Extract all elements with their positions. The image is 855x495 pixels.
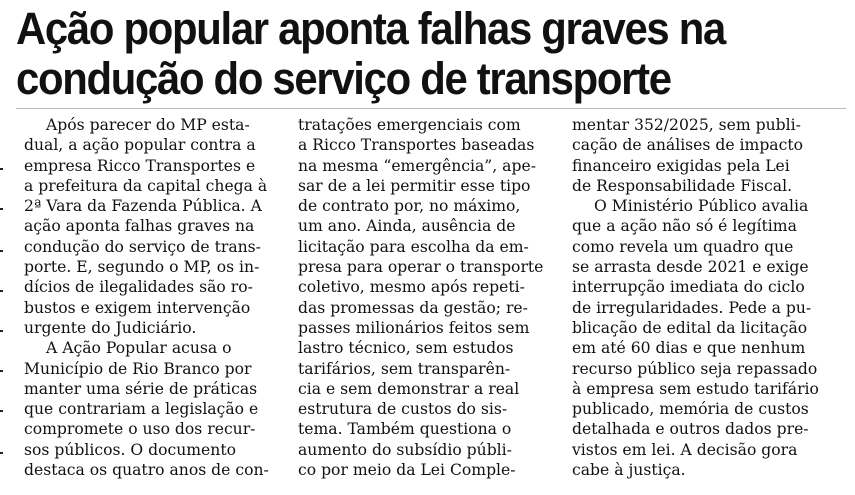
text-line: blicação de edital da licitação — [572, 318, 808, 337]
text-line: de Responsabilidade Fiscal. — [572, 176, 793, 195]
headline-line-1: Ação popular aponta falhas graves na — [16, 3, 725, 54]
text-line: financeiro exigidas pela Lei — [572, 156, 790, 175]
text-line: em até 60 dias e que nenhum — [572, 339, 806, 358]
margin-mark — [0, 250, 3, 252]
text-line: das promessas da gestão; re- — [298, 298, 528, 317]
text-line: co por meio da Lei Comple- — [298, 461, 516, 480]
text-line: destaca os quatro anos de con- — [24, 461, 269, 480]
text-line: aumento do subsídio públi- — [298, 440, 512, 459]
text-line: se arrasta desde 2021 e exige — [572, 258, 809, 277]
text-line: condução do serviço de trans- — [24, 237, 261, 256]
text-line: sos públicos. O documento — [24, 440, 236, 459]
margin-mark — [0, 370, 3, 372]
text-line: manter uma série de práticas — [24, 379, 258, 398]
margin-mark — [0, 168, 3, 170]
text-line: vistos em lei. A decisão gora — [572, 440, 798, 459]
text-line: publicado, memória de custos — [572, 400, 809, 419]
text-line: recurso público seja repassado — [572, 359, 818, 378]
headline-line-2: condução do serviço de transporte — [16, 53, 671, 104]
text-line: cabe à justiça. — [572, 461, 686, 480]
text-line: estrutura de custos do sis- — [298, 400, 508, 419]
text-line: dual, a ação popular contra a — [24, 136, 256, 155]
article-column-1 — [24, 115, 276, 480]
headline-divider — [16, 108, 846, 109]
margin-mark — [0, 410, 3, 412]
text-line: interrupção imediata do ciclo — [572, 278, 805, 297]
text-line: Município de Rio Branco por — [24, 359, 252, 378]
text-line: que contrariam a legislação e — [24, 400, 259, 419]
text-line: como revela um quadro que — [572, 237, 794, 256]
text-line: ação aponta falhas graves na — [24, 217, 255, 236]
margin-mark — [0, 208, 3, 210]
text-line: detalhada e outros dados pre- — [572, 420, 809, 439]
text-line: de contrato por, no máximo, — [298, 197, 521, 216]
text-line: presa para operar o transporte — [298, 258, 544, 277]
text-line: licitação para escolha da em- — [298, 237, 529, 256]
text-line: cação de análises de impacto — [572, 136, 803, 155]
text-line: a Ricco Transportes baseadas — [298, 136, 535, 155]
text-line: compromete o uso dos recur- — [24, 420, 256, 439]
text-line: cia e sem demonstrar a real — [298, 379, 520, 398]
text-line: um ano. Ainda, ausência de — [298, 217, 516, 236]
text-line: 2ª Vara da Fazenda Pública. A — [24, 197, 262, 216]
text-line: tratações emergenciais com — [298, 116, 521, 134]
text-line: passes milionários feitos sem — [298, 318, 530, 337]
text-line: coletivo, mesmo após repeti- — [298, 278, 525, 297]
text-line: urgente do Judiciário. — [24, 318, 197, 337]
text-line: que a ação não só é legítima — [572, 217, 797, 236]
text-line: dícios de ilegalidades são ro- — [24, 278, 253, 297]
text-line: tema. Também questiona o — [298, 420, 512, 439]
article-column-3 — [572, 115, 834, 480]
text-line: de irregularidades. Pede a pu- — [572, 298, 812, 317]
text-line: porte. E, segundo o MP, os in- — [24, 258, 260, 277]
headline — [16, 4, 788, 104]
text-line: bustos e exigem intervenção — [24, 298, 251, 317]
text-line: sar de a lei permitir esse tipo — [298, 176, 531, 195]
text-line: lastro técnico, sem estudos — [298, 339, 514, 358]
text-line: empresa Ricco Transportes e — [24, 156, 256, 175]
text-line: Após parecer do MP esta- — [46, 116, 250, 134]
text-line: tarifários, sem transparên- — [298, 359, 511, 378]
text-line: à empresa sem estudo tarifário — [572, 379, 819, 398]
margin-mark — [0, 290, 3, 292]
text-line: a prefeitura da capital chega à — [24, 176, 268, 195]
article-column-2 — [298, 115, 550, 480]
text-line: na mesma “emergência”, ape- — [298, 156, 536, 175]
text-line: mentar 352/2025, sem publi- — [572, 116, 801, 134]
text-line: O Ministério Público avalia — [594, 197, 809, 216]
margin-mark — [0, 330, 3, 332]
margin-mark — [0, 452, 3, 454]
text-line: A Ação Popular acusa o — [46, 339, 232, 358]
